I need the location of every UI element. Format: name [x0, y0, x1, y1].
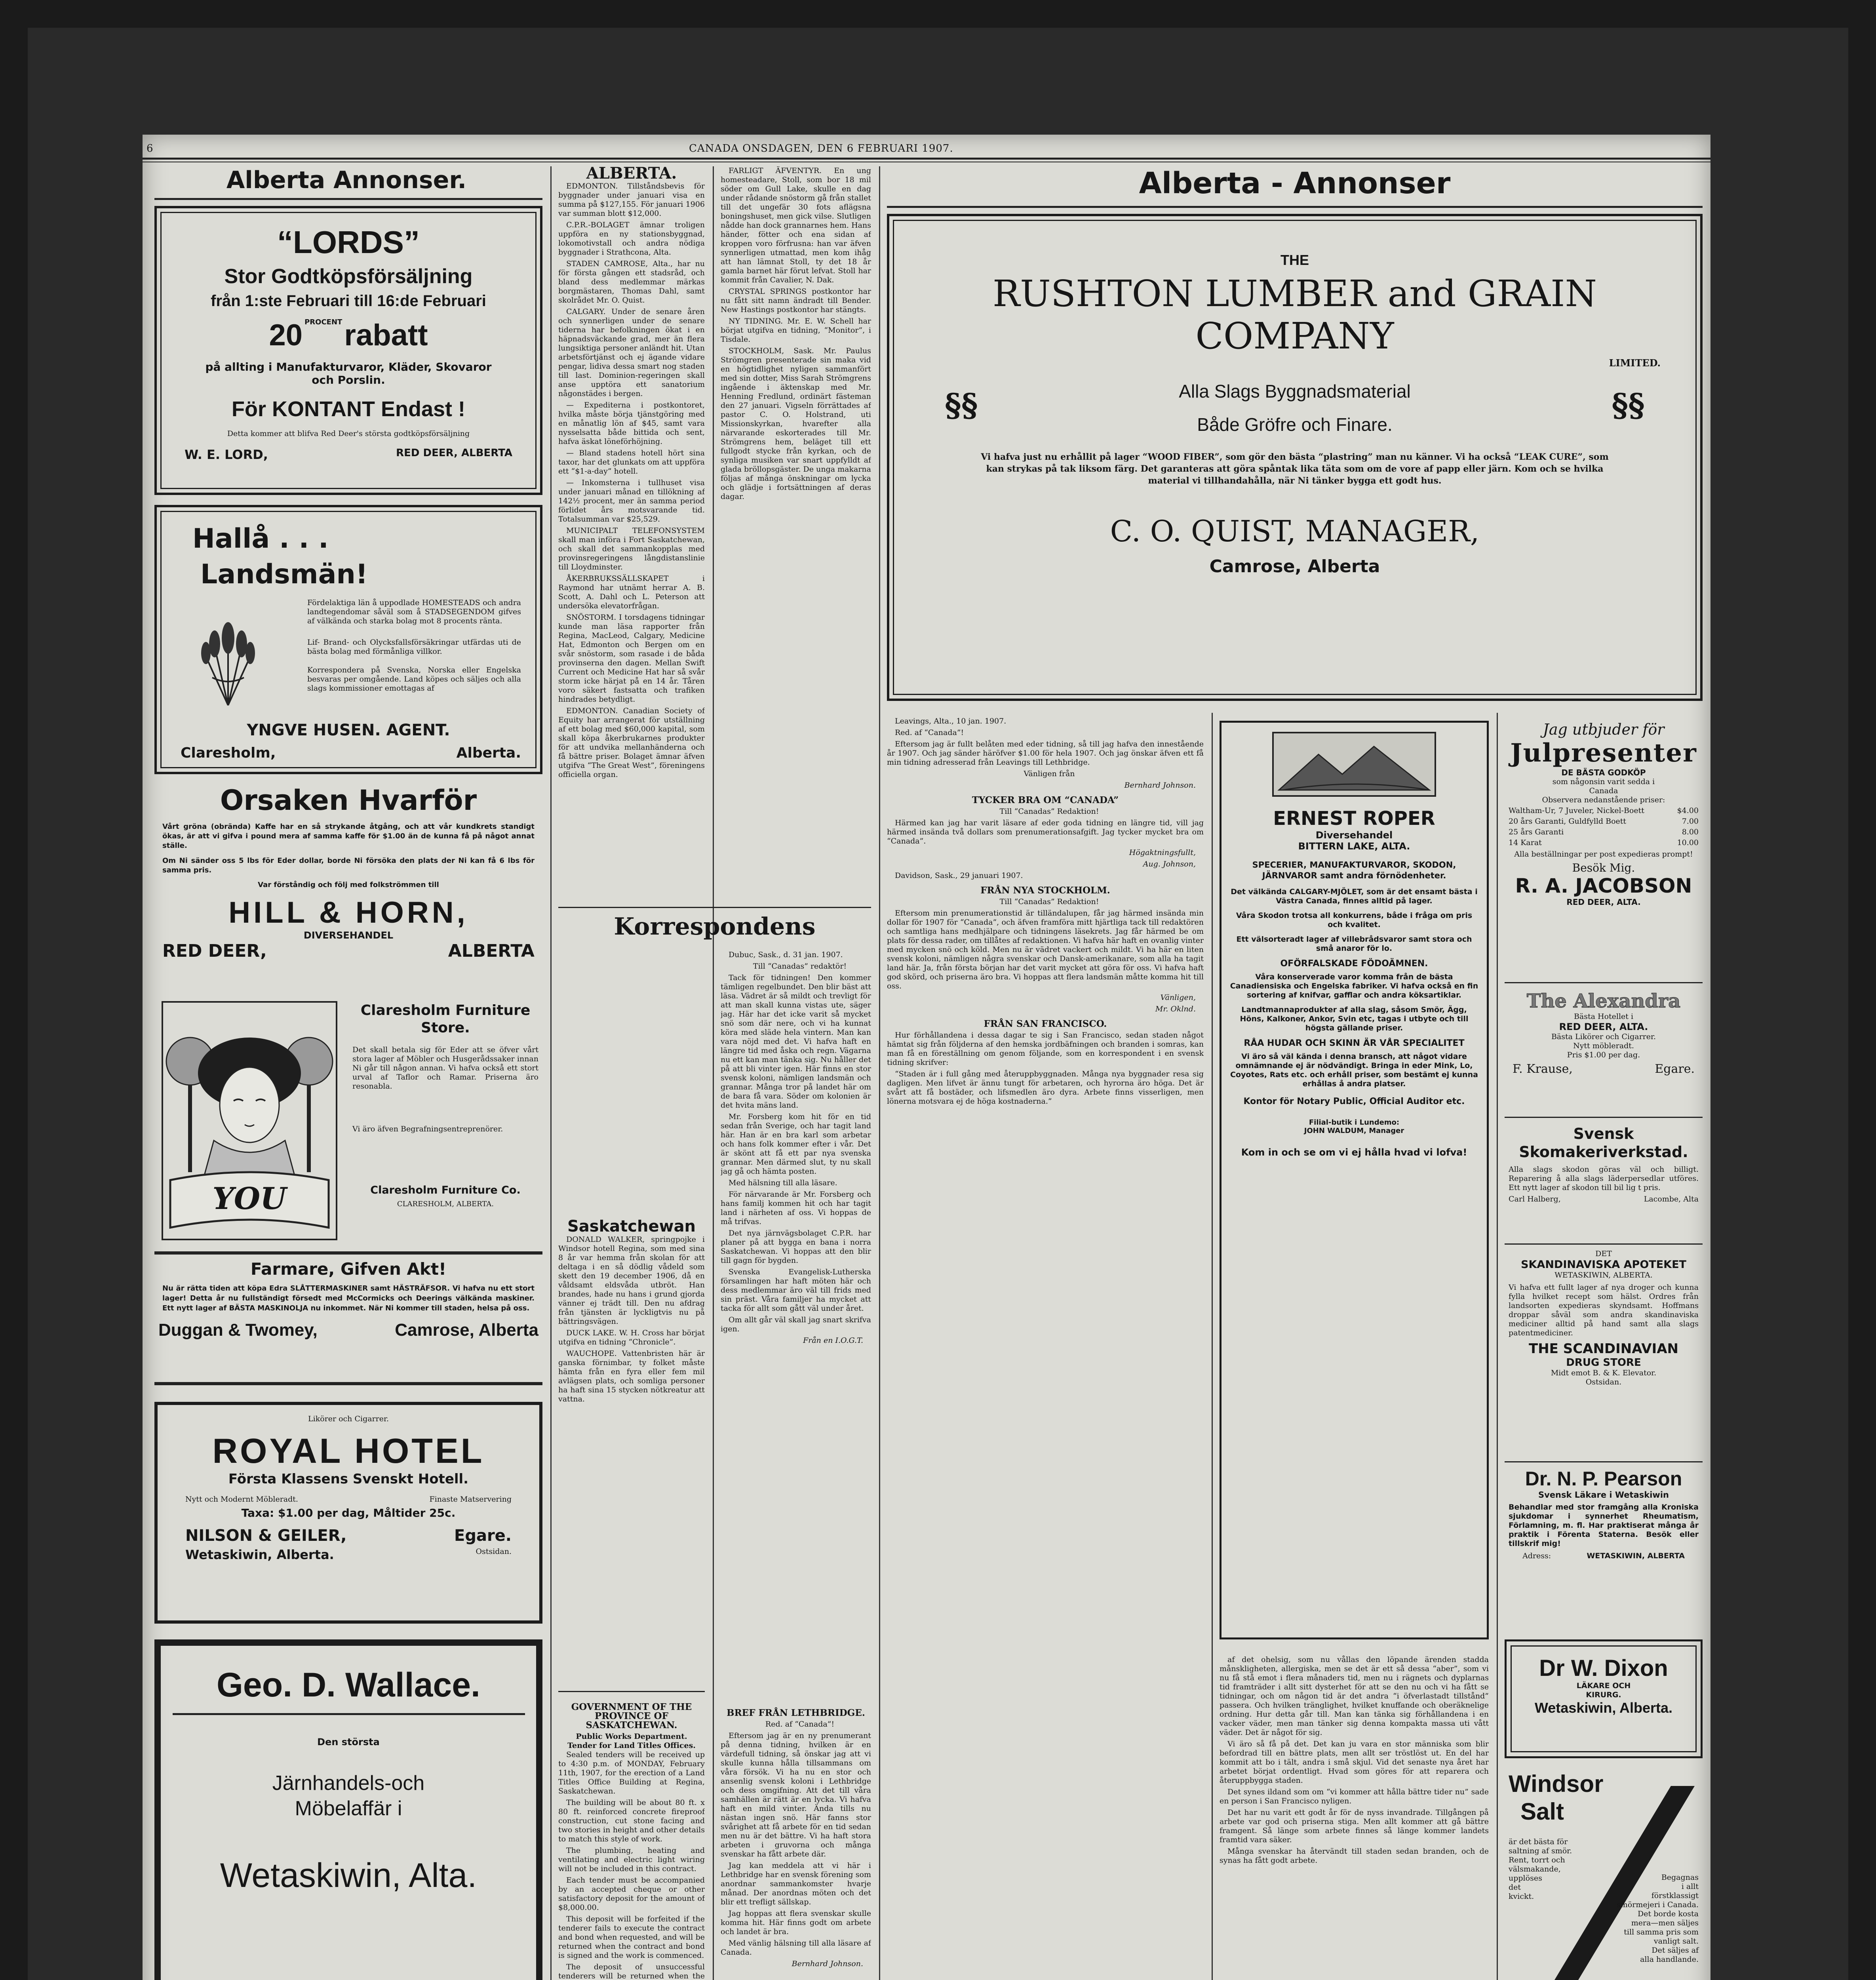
duggan-name: Duggan & Twomey,	[158, 1320, 318, 1340]
letter-paragraph: Aug. Johnson,	[1143, 860, 1196, 868]
windsor-line: i allt	[1681, 1882, 1699, 1891]
dixon-name: Dr W. Dixon	[1539, 1655, 1668, 1681]
roper-body-1: Det välkända CALGARY-MJÖLET, som är det ensamt bästa i Västra Canada, finnes alltid på lager.	[1231, 887, 1478, 905]
roper-place: BITTERN LAKE, ALTA.	[1298, 841, 1410, 852]
wallace-ad	[154, 1639, 542, 1980]
news-paragraph: CRYSTAL SPRINGS postkontor har nu fått sitt namn ändradt till Bender. New Hastings postkontor har stängts.	[721, 287, 871, 314]
roper-footer: Kom in och se om vi ej hålla hvad vi lofva!	[1241, 1147, 1467, 1158]
newspaper-page	[143, 135, 1710, 1980]
rushton-the: THE	[1280, 252, 1309, 268]
roper-body-4: Våra konserverade varor komma från de bästa Canadiensiska och Engelska fabriker. Vi hafva också en fin sortering af knifvar, gafflar och andra köksartiklar.	[1230, 973, 1478, 1000]
pearson-sub: Svensk Läkare i Wetaskiwin	[1538, 1490, 1669, 1500]
ornament-left-icon: §§	[945, 386, 978, 424]
news-paragraph: Red. af “Canada”!	[895, 728, 964, 737]
royal-hotel-sub: Första Klassens Svenskt Hotell.	[228, 1471, 469, 1487]
letter-paragraph: Till “Canadas” Redaktion!	[999, 807, 1099, 816]
furniture-ad	[154, 998, 542, 1243]
windsor-line: mera—men säljes	[1631, 1919, 1699, 1927]
lords-place: RED DEER, ALBERTA	[396, 447, 512, 459]
windsor-line: kvickt.	[1509, 1892, 1534, 1901]
tender-paragraph: This deposit will be forfeited if the tenderer fails to execute the contract and bond when requested, and will be returned when the contract and bond is signed and the work is commenced.	[558, 1915, 705, 1960]
alexandra-line-5: Pris $1.00 per dag.	[1567, 1051, 1640, 1059]
lords-subtitle: Stor Godtköpsförsäljning	[224, 265, 473, 288]
lords-dates: från 1:ste Februari till 16:de Februari	[211, 292, 486, 310]
furniture-you-text: YOU	[212, 1181, 287, 1216]
windsor-line: saltning af smör.	[1509, 1847, 1572, 1855]
tender-heading-1: GOVERNMENT OF THE PROVINCE OF SASKATCHEWAN.	[571, 1702, 692, 1731]
alexandra-name: The Alexandra	[1526, 990, 1681, 1012]
news-paragraph: Eftersom jag är fullt belåten med eder tidning, så till jag hafva den innestående år 1907. Och jag sänder häröfver $1.00 för hela 1907. Och jag önskar äfven ett få min tidning adresserad från Leavings till Lethbridge.	[887, 740, 1204, 767]
husen-title-1: Hallå . . .	[192, 523, 329, 554]
alberta-annonser-heading-right: Alberta - Annonser	[1139, 166, 1451, 200]
rushton-limited: LIMITED.	[1609, 357, 1661, 369]
husen-body-2: Lif- Brand- och Olycksfallsförsäkringar utfärdas uti de bästa bolag med förmånliga villkor.	[307, 638, 521, 656]
wheat-sheaf-icon	[188, 606, 268, 709]
roper-name: ERNEST ROPER	[1273, 807, 1435, 830]
jacobson-name: R. A. JACOBSON	[1515, 874, 1692, 897]
price-value: 7.00	[1682, 817, 1699, 826]
news-paragraph: CALGARY. Under de senare åren och synnerligen under de senare tiderna har befolkningen ökat i en häpnadsväckande grad, mer än flera lungsiktiga personer anländt hit. Utan arbetsförtjänst och ej ägande vidare pengar, lidiva dessa smart nog staden till last. Dominion-regeringen skall anse upptöra ett sanatorium någonstädes i bergen.	[558, 307, 705, 398]
letter-lethbridge-heading: BREF FRÅN LETHBRIDGE.	[727, 1708, 865, 1718]
rushton-tagline-1: Alla Slags Byggnadsmaterial	[1179, 381, 1411, 402]
husen-body-3: Korrespondera på Svenska, Norska eller Engelska besvaras per omgående. Land köpes och säljes och alla slags kommissioner emottagas af	[307, 666, 521, 693]
jacobson-line-7: Alla beställningar per post expedieras prompt!	[1514, 850, 1693, 859]
jacobson-line-2: Julpresenter	[1510, 738, 1697, 768]
hill-horn-ad	[154, 784, 542, 990]
svensk-sko-name: Carl Halberg,	[1509, 1195, 1561, 1203]
lords-ad	[154, 206, 542, 495]
tender-paragraph: The building will be about 80 ft. x 80 ft. reinforced concrete fireproof construction, cut stone facing and two stories in height and other details to match this style of work.	[558, 1798, 705, 1843]
news-paragraph: EDMONTON. Tillståndsbevis för byggnader under januari visa en summa på $127,155. För januari 1906 var summan blott $12,000.	[558, 182, 705, 218]
letter-paragraph: Tack för tidningen! Den kommer tämligen regelbundet. Den blir bäst att läsa. Vädret är så mildt och trevligt för att man skall kunna vistas ute, säger jag. Här har det icke varit så mycket snö som där nere, och vi ha kunnat köra med släde hela vintern. Man kan vara nöjd med det. Vi hafva haft en längre tid med åska och regn. Vägarna nu ett kan man tänka sig. Nu håller det på att bli vinter igen. Här finns en stor svensk koloni, nämligen landsmän och grannar. Många tror på landet här om de bara få vara. Söder om kolonien är det hvita mäns land.	[721, 973, 871, 1110]
hill-horn-title: Orsaken Hvarför	[220, 784, 477, 817]
korrespondens-heading: Korrespondens	[614, 913, 816, 940]
news-paragraph: af det ohelsig, som nu vållas den löpande ärenden stadda månskligheten, allergiska, men se det är ett så dessa “aber”, som vi nu få stå emot i flera månaders tid, men nu i rägnets och dyplarnas tid framträder i allt sitt dysterhet för att se den nu och vi ha fått se tidningar, och om någon tid är det andra “i öfverlastadt tillstånd” passera. Och hvilken tränglighet, hvilket knuffande och oberäknelige ordning. Hur detta går till. Man kan tänka sig förhållandena i en vacker väder, men man tänker sig denna kompakta massa uti vått väder. Det är något för sig.	[1220, 1655, 1489, 1737]
svensk-sko-ad	[1505, 1125, 1703, 1206]
tender-notice	[558, 1697, 705, 1980]
hill-horn-body-3: Var förståndig och följ med folkströmmen till	[258, 881, 439, 889]
royal-hotel-line-1: Nytt och Modernt Möbleradt.	[185, 1495, 298, 1504]
rushton-place: Camrose, Alberta	[1209, 556, 1380, 577]
duggan-body: Nu är rätta tiden att köpa Edra SLÅTTERMASKINER samt HÄSTRÄFSOR. Vi hafva nu ett stort lager! Detta år nu fullständigt försedt med McCormicks och Deerings välkända maskiner. Ett nytt lager af BÄSTA MASKINOLJA nu inkommet. När Ni kommer till staden, helsa på oss.	[162, 1284, 535, 1312]
pearson-address: WETASKIWIN, ALBERTA	[1587, 1552, 1685, 1560]
news-paragraph: Vi äro så få på det. Det kan ju vara en stor människa som blir befordrad till en bättre plats, men allt ser tröstlöst ut. En del har kommit att bo i tält, andra i små skjul. Vid det senaste nya året har arbetet börjat ordentligt. Hvad som göres för att reparera och återuppbygga staden.	[1220, 1740, 1489, 1785]
news-paragraph: Leavings, Alta., 10 jan. 1907.	[895, 717, 1006, 725]
saskatchewan-news-column	[558, 1220, 705, 1687]
apoteket-line-3: WETASKIWIN, ALBERTA.	[1554, 1271, 1653, 1279]
windsor-line: är det bästa för	[1509, 1837, 1568, 1846]
roper-branch-manager: JOHN WALDUM, Manager	[1304, 1127, 1404, 1135]
letter-dubuc	[721, 950, 871, 1695]
apoteket-line-2: SKANDINAVISKA APOTEKET	[1521, 1258, 1686, 1271]
letter-paragraph: Till “Canadas” Redaktion!	[999, 897, 1099, 906]
letter-paragraph: Högaktningsfullt,	[1129, 848, 1196, 857]
letter-paragraph: Det nya järnvägsbolaget C.P.R. har planer på att bygga en bana i norra Saskatchewan. Vi hoppas att den blir till gagn för bygden.	[721, 1229, 871, 1265]
jacobson-line-6: Observera nedanstående priser:	[1542, 796, 1665, 804]
letter-paragraph: Med hälsning till alla läsare.	[729, 1178, 837, 1187]
news-paragraph: Många svenskar ha återvändt till staden sedan branden, och de synas ha fått godt arbete.	[1220, 1847, 1489, 1865]
windsor-line: Det borde kosta	[1638, 1910, 1699, 1918]
duggan-rule-top	[154, 1251, 542, 1255]
roper-branch: Filial-butik i Lundemo:	[1309, 1118, 1400, 1127]
alexandra-line-1: Bästa Hotellet i	[1573, 1012, 1634, 1021]
news-paragraph: FARLIGT ÄFVENTYR. En ung homesteadare, Stoll, som bor 18 mil söder om Gull Lake, skulle en dag under rådande snöstorm gå från stallet till det ungefär 30 fots aflägsna boningshuset, men gick vilse. Slutligen nådde han dock grannarnes hem. Hans händer, fötter och ena sidan af kroppen voro förfrusna: han var äfven synnerligen utmattad, men kom ihåg att han lämnat Stoll, ty det 18 år gamla barnet här förut lefvat. Stoll har kommit från Cavalier, N. Dak.	[721, 166, 871, 284]
dixon-sub-1: LÄKARE OCH	[1576, 1681, 1631, 1690]
windsor-line: det	[1509, 1883, 1521, 1892]
windsor-line: välsmakande,	[1509, 1865, 1561, 1873]
letter-lethbridge	[721, 1703, 871, 1980]
windsor-line: Rent, torrt och	[1509, 1856, 1565, 1864]
san-francisco-heading: FRÅN SAN FRANCISCO.	[984, 1019, 1107, 1029]
royal-hotel-rate: Taxa: $1.00 per dag, Måltider 25c.	[241, 1506, 456, 1519]
tender-paragraph: Each tender must be accompanied by an accepted cheque or other satisfactory deposit for the amount of $8,000.00.	[558, 1876, 705, 1912]
roper-body-2: Våra Skodon trotsa all konkurrens, både i fråga om pris och kvalitet.	[1236, 911, 1473, 929]
husen-agent: YNGVE HUSEN. AGENT.	[247, 721, 450, 739]
price-label: 14 Karat	[1509, 838, 1542, 847]
jacobson-line-1: Jag utbjuder för	[1543, 721, 1665, 738]
news-paragraph: DONALD WALKER, springpojke i Windsor hotell Regina, som med sina 8 år var hemma från skolan för att deltaga i en så dödlig vådeld som skett den 19 december 1906, då en våldsamt eldsvåda utbröt. Han brandes, hade nu hans i grund gjorda vänner ej trädt till. Den nu afdrag från tjänsten är lyckligtvis nu på bättringsvägen.	[558, 1235, 705, 1326]
heading-rule-right	[887, 206, 1703, 208]
royal-hotel-town: Wetaskiwin, Alberta.	[185, 1547, 334, 1562]
roper-ad	[1220, 721, 1489, 1639]
news-paragraph: — Bland stadens hotell hört sina taxor, har det glunkats om att uppföra ett “$1-a-day” hotell.	[558, 449, 705, 476]
news-column-4	[1220, 1655, 1489, 1980]
windsor-title-2: Salt	[1520, 1798, 1564, 1825]
windsor-right-text	[1600, 1873, 1699, 1964]
furniture-body-2: Vi äro äfven Begrafningsentreprenörer.	[352, 1125, 503, 1133]
price-label: Waltham-Ur, 7 Juveler, Nickel-Boett	[1509, 806, 1644, 815]
royal-hotel-role: Egare.	[454, 1527, 512, 1545]
roper-items: SPECERIER, MANUFAKTURVAROR, SKODON, JÄRNVAROR samt andra förnödenheter.	[1252, 860, 1456, 880]
wallace-line-3: Möbelaffär i	[295, 1797, 402, 1820]
windsor-line: Det säljes af	[1651, 1946, 1699, 1955]
windsor-line: vanligt salt.	[1653, 1937, 1699, 1946]
pearson-name: Dr. N. P. Pearson	[1525, 1468, 1682, 1490]
tender-rule	[558, 1691, 705, 1692]
news-paragraph: Bernhard Johnson.	[1124, 781, 1196, 790]
roper-body-7: Kontor för Notary Public, Official Auditor etc.	[1243, 1097, 1465, 1106]
letter-paragraph: Eftersom min prenumerationstid är tilländalupen, får jag härmed insända min dollar för 1907 för “Canada”, och äfven framföra mitt hjärtliga tack till redaktören och samtliga hans medhjälpare och tidningens läsekrets. Jag får härmed be om plats för dessa rader, om tillåtes af redaktionen. Vi hafva här haft en ovanlig vinter med mycken snö och köld. Men nu är vädret vackert och mildt. Vi ha här en liten svensk koloni, nämligen några svenskar och Dansk-amerikanare, som alla ha tagit land här. Ja, från första början har det varit mycket att göra för oss. Vi hafva haft god skörd, och priserna äro bra. Vi hoppas att flera landsmän måtte komma hit till oss.	[887, 909, 1204, 990]
news-paragraph: — Inkomsterna i tullhuset visa under januari månad en tillökning af 142½ procent, mer än samma period förlidet års motsvarande tid. Totalsumman var $25,529.	[558, 478, 705, 524]
windsor-line: upplöses	[1509, 1874, 1542, 1883]
wallace-line-1: Den största	[317, 1736, 380, 1748]
price-row	[1509, 806, 1699, 815]
column-separator	[1212, 713, 1213, 1980]
apoteket-ad	[1505, 1249, 1703, 1387]
price-row	[1509, 838, 1699, 847]
column-separator	[550, 166, 552, 1980]
wallace-name: Geo. D. Wallace.	[217, 1666, 480, 1704]
husen-town: Claresholm,	[181, 745, 276, 761]
lords-discount	[157, 318, 540, 352]
jacobson-ad	[1505, 721, 1703, 907]
landscape-illustration	[1271, 731, 1437, 798]
apoteket-body: Vi hafva ett fullt lager af nya droger och kunna fylla hvilket recept som hälst. Ordres från landsorten expedieras skyndsamt. Hoffmans droppar såväl som andra skandinaviska mediciner alltid på hand samt alla slags patentmediciner.	[1509, 1283, 1699, 1337]
column-separator	[713, 166, 714, 1980]
svensk-sko-place: Lacombe, Alta	[1644, 1195, 1699, 1203]
news-column-3	[887, 717, 1204, 1980]
windsor-line: alla handlande.	[1640, 1955, 1699, 1964]
jacobson-line-5: Canada	[1589, 786, 1618, 795]
rushton-tagline-2: Både Gröfre och Finare.	[1197, 414, 1393, 435]
husen-title-2: Landsmän!	[200, 559, 368, 590]
roper-heading-2: RÅA HUDAR OCH SKINN ÄR VÅR SPECIALITET	[1244, 1038, 1465, 1048]
tender-heading-2: Public Works Department.	[576, 1732, 687, 1741]
heading-rule	[154, 198, 542, 200]
tender-paragraph: The plumbing, heating and ventilating and electric light wiring will not be included in this contract.	[558, 1846, 705, 1873]
furniture-place: CLARESHOLM, ALBERTA.	[397, 1200, 494, 1208]
news-paragraph: STADEN CAMROSE, Alta., har nu för första gången ett stadsråd, och bland dess medlemmar märkas borgmästaren, Thomas Dahl, samt skolrådet Mr. O. Quist.	[558, 259, 705, 305]
royal-hotel-line-2: Finaste Matservering	[429, 1495, 512, 1504]
hill-horn-province: ALBERTA	[448, 941, 535, 961]
apoteket-line-1: DET	[1595, 1249, 1612, 1258]
price-value: 8.00	[1682, 828, 1699, 836]
letter-signature: Från en I.O.G.T.	[803, 1336, 863, 1345]
pearson-address-label: Adress:	[1522, 1552, 1551, 1560]
tender-paragraph: The deposit of unsuccessful tenderers will be returned when the	[558, 1963, 705, 1980]
windsor-title-1: Windsor	[1509, 1771, 1604, 1797]
alberta-news-heading: ALBERTA.	[586, 166, 677, 183]
ad-divider	[1505, 1117, 1703, 1118]
jacobson-line-8: Besök Mig.	[1572, 861, 1635, 874]
news-paragraph: Hur förhållandena i dessa dagar te sig i San Francisco, sedan staden något hämtat sig från följderna af den hemska jordbäfningen och branden i somras, kan man få en föreställning om genom följande, som en korrespondent i en svensk tidning skrifver:	[887, 1031, 1204, 1067]
roper-body-3: Ett välsorteradt lager af villebrådsvaror samt stora och små anaror för lo.	[1236, 935, 1472, 953]
lords-discount-number: 20	[269, 318, 303, 352]
ad-divider	[1505, 982, 1703, 983]
duggan-ad	[154, 1259, 542, 1378]
letter-paragraph: Om allt går väl skall jag snart skrifva igen.	[721, 1316, 871, 1333]
saskatchewan-heading: Saskatchewan	[567, 1220, 696, 1236]
dixon-ad	[1505, 1639, 1703, 1758]
news-paragraph: ÅKERBRUKSSÄLLSKAPET i Raymond har utnämt herrar A. B. Scott, A. Dahl och L. Peterson att undersöka elevatorfrågan.	[558, 574, 705, 610]
alberta-news-column	[558, 166, 705, 1212]
letter-paragraph: Härmed kan jag har varit läsare af eder goda tidning en längre tid, vill jag härmed insända två dollars som prenumerationsafgift. Jag tycker mycket bra om “Canada”.	[887, 819, 1204, 845]
roper-body-5: Landtmannaprodukter af alla slag, såsom Smör, Ägg, Höns, Kalkoner, Ankor, Svin etc, tagas i utbyte och till högsta gällande priser.	[1240, 1005, 1469, 1032]
alexandra-role: Egare.	[1655, 1062, 1695, 1076]
ad-divider	[1505, 1461, 1703, 1462]
wallace-line-2: Järnhandels-och	[272, 1772, 425, 1795]
masthead: CANADA ONSDAGEN, DEN 6 FEBRUARI 1907.	[689, 143, 953, 154]
svensk-sko-body: Alla slags skodon göras väl och billigt. Reparering å alla slags läderpersedlar utföres. Ett nytt lager af skodon till bil lig t pris.	[1509, 1165, 1699, 1192]
price-value: $4.00	[1677, 806, 1699, 815]
letter-paragraph: För närvarande är Mr. Forsberg och hans familj kommen hit och har tagit land i närheten af oss. Vi hoppas de må trifvas.	[721, 1190, 871, 1226]
alberta-annonser-heading: Alberta Annonser.	[226, 166, 467, 194]
news-paragraph: C.P.R.-BOLAGET ämnar troligen uppföra en ny stationsbyggnad, lokomotivstall och andra nödiga byggnader i Strathcona, Alta.	[558, 221, 705, 257]
price-label: 25 års Garanti	[1509, 828, 1564, 836]
letter-paragraph: Mr. Oklnd.	[1155, 1005, 1196, 1013]
wallace-town: Wetaskiwin, Alta.	[220, 1856, 477, 1894]
pearson-body: Behandlar med stor framgång alla Kroniska sjukdomar i synnerhet Rheumatism, Förlamning, m. fl. Har praktiserat många år praktik i Förenta Staterna. Besök eller tillskrif mig!	[1509, 1503, 1699, 1548]
price-row	[1509, 817, 1699, 826]
news-paragraph: Vänligen från	[1024, 769, 1075, 778]
furniture-company: Claresholm Furniture Co.	[370, 1184, 521, 1196]
ornament-right-icon: §§	[1612, 386, 1645, 424]
korrespondens-rule	[558, 907, 871, 908]
rushton-body: Vi hafva just nu erhållit på lager “WOOD FIBER”, som gör den bästa “plastring” man nu känner. Vi ha också “LEAK CURE”, som kan strykas på tak liksom färg. Det garanteras att göra spåntak lika täta som om de vore af papp eller järn. Kom och se hvilka material vi tillhandahålla, när Ni tänker bygga ett godt hus.	[981, 452, 1609, 486]
lords-title: “LORDS”	[277, 225, 420, 260]
hill-horn-name: HILL & HORN,	[228, 896, 468, 929]
lords-discount-word: rabatt	[344, 318, 428, 352]
news-paragraph: EDMONTON. Canadian Society of Equity har arrangerat för utställning af ett bolag med $60,000 kapital, som skall köpa åkerbrukarnes produkter för att undvika mellanhänderna och få bättre priser. Bolaget ämnar äfven utgifva “The Great West”, föreningens officiella organ.	[558, 706, 705, 779]
royal-hotel-ad	[154, 1402, 542, 1624]
letter-paragraph: Red. af “Canada”!	[765, 1720, 835, 1729]
apoteket-line-7: Ostsidan.	[1585, 1378, 1622, 1386]
price-label: 20 års Garanti, Guldfylld Boett	[1509, 817, 1627, 826]
furniture-title: Claresholm Furniture Store.	[360, 1002, 531, 1036]
lords-items: på allting i Manufakturvaror, Kläder, Skovaror och Porslin.	[205, 360, 492, 386]
tycker-heading: TYCKER BRA OM “CANADA”	[972, 795, 1119, 805]
hill-horn-body: Vårt gröna (obrända) Kaffe har en så strykande åtgång, och att vår kundkrets standigt ökas, är att vi gifva i pound mera af samma kaffe för $1.00 än de kunna få på något annat ställe.	[162, 822, 535, 850]
duggan-rule-bottom	[154, 1382, 542, 1385]
windsor-line: smörmejeri i Canada.	[1617, 1900, 1699, 1909]
ad-divider	[1505, 1243, 1703, 1245]
alexandra-line-3: Bästa Likörer och Cigarrer.	[1551, 1032, 1656, 1041]
roper-body-6: Vi äro så väl kända i denna bransch, att något vidare omnämnande ej är nödvändigt. Bringa in eder Mink, Lo, Coyotes, Rats etc. och erhåll priser, som bestämt ej kunna erhållas å andra platser.	[1230, 1052, 1478, 1088]
apoteket-line-5: DRUG STORE	[1566, 1357, 1641, 1369]
letter-signature: Bernhard Johnson.	[791, 1959, 863, 1968]
column-separator	[879, 166, 880, 1980]
letter-paragraph: Jag kan meddela att vi här i Lethbridge har en svensk förening som anordnar sammankomster hvarje månad. Der anordnas möten och det blir ett trefligt sällskap.	[721, 1861, 871, 1906]
alexandra-line-4: Nytt möbleradt.	[1573, 1041, 1634, 1050]
news-paragraph: MUNICIPALT TELEFONSYSTEM skall man införa i Fort Saskatchewan, och skall det sammankopplas med provinsregeringens långdistanslinie till Lloydminster.	[558, 526, 705, 571]
letter-paragraph: Med vänlig hälsning till alla läsare af Canada.	[721, 1939, 871, 1957]
letter-paragraph: Mr. Forsberg kom hit för en tid sedan från Sverige, och har tagit land här. Han är en bra karl som arbetar och hans folk kommer efter i vår. Det är skönt att få ett par nya svenska grannar. Men därmed slut, ty nu skall jag gå och hämta posten.	[721, 1112, 871, 1176]
news-paragraph: “Staden är i full gång med återuppbyggnaden. Många nya byggnader resa sig dagligen. Men lifvet är ännu tungt för arbetaren, och hyrorna äro höga. Det är svårt att få bostäder, och lifsmedlen äro dyra. Arbete finns visserligen, men lönerna motsvara ej de höga kostnaderna.”	[887, 1070, 1204, 1106]
letter-paragraph: Svenska Evangelisk-Lutherska församlingen har haft möten här och dess medlemmar äro väl till frids med sin präst. Våra familjer ha mycket att tacka för allt som gått väl under året.	[721, 1268, 871, 1313]
news-paragraph: — Expediterna i postkontoret, hvilka måste börja tjänstgöring med en månatlig lön af $45, samt vara nysselsatta både bittida och sent, hafva äskat löneförhöjning.	[558, 401, 705, 446]
duggan-place: Camrose, Alberta	[395, 1320, 538, 1340]
price-value: 10.00	[1677, 838, 1699, 847]
svensk-sko-title: Svensk Skomakeriverkstad.	[1519, 1125, 1688, 1161]
apoteket-line-6: Midt emot B. & K. Elevator.	[1551, 1369, 1657, 1377]
rushton-ad	[887, 214, 1703, 701]
windsor-salt-ad	[1505, 1770, 1703, 1980]
windsor-line: Begagnas	[1661, 1873, 1699, 1882]
lords-cash: För KONTANT Endast !	[232, 397, 465, 421]
hill-horn-town: RED DEER,	[162, 941, 267, 961]
page-number: 6	[147, 143, 154, 154]
windsor-line: till samma pris som	[1624, 1928, 1699, 1936]
nya-stockholm-heading: FRÅN NYA STOCKHOLM.	[980, 885, 1110, 896]
hill-horn-body-2: Om Ni sänder oss 5 lbs för Eder dollar, borde Ni försöka den plats der Ni kan få 6 lbs för samma pris.	[162, 857, 535, 874]
letter-paragraph: Till “Canadas” redaktör!	[753, 962, 847, 971]
lords-note: Detta kommer att blifva Red Deer's största godtköpsförsäljning	[227, 429, 470, 438]
duggan-title: Farmare, Gifven Akt!	[250, 1259, 447, 1279]
tender-heading-3: Tender for Land Titles Offices.	[567, 1741, 696, 1750]
windsor-line: förstklassigt	[1651, 1891, 1699, 1900]
rushton-name: RUSHTON LUMBER and GRAIN COMPANY	[993, 272, 1597, 357]
dixon-town: Wetaskiwin, Alberta.	[1534, 1700, 1673, 1716]
column-separator	[1497, 713, 1498, 1980]
pearson-ad	[1505, 1467, 1703, 1561]
husen-ad	[154, 505, 542, 774]
price-row	[1509, 828, 1699, 837]
letter-paragraph: Dubuc, Sask., d. 31 jan. 1907.	[729, 950, 843, 959]
header-rule	[143, 158, 1710, 160]
lords-discount-procent: PROCENT	[304, 318, 342, 326]
dixon-sub-2: KIRURG.	[1586, 1691, 1621, 1699]
royal-hotel-top: Likörer och Cigarrer.	[308, 1415, 389, 1423]
tender-paragraph: Sealed tenders will be received up to 4:30 p.m. of MONDAY, February 11th, 1907, for the erection of a Land Titles Office Building at Regina, Saskatchewan.	[558, 1750, 705, 1795]
news-paragraph: Det har nu varit ett godt år för de nyss invandrade. Tillgången på arbete var god och priserna stiga. Men allt kommer att gå bättre framgent. Så länge som arbete finnes så länge kommer landets framtid vara säker.	[1220, 1808, 1489, 1844]
rushton-manager: C. O. QUIST, MANAGER,	[1110, 514, 1480, 548]
alexandra-line-2: RED DEER, ALTA.	[1559, 1021, 1648, 1032]
roper-sub: Diversehandel	[1315, 830, 1393, 841]
news-paragraph: NY TIDNING. Mr. E. W. Schell har börjat utgifva en tidning, “Monitor”, i Tisdale.	[721, 317, 871, 344]
husen-province: Alberta.	[456, 745, 521, 761]
alexandra-ad	[1505, 990, 1703, 1078]
letter-paragraph: Vänligen,	[1160, 993, 1196, 1002]
jacobson-place: RED DEER, ALTA.	[1566, 897, 1641, 907]
jacobson-line-4: som någonsin varit sedda i	[1552, 777, 1655, 786]
news-paragraph: STOCKHOLM, Sask. Mr. Paulus Strömgren presenterade sin maka vid en högtidlighet nyligen sammanfört med sin dotter, Miss Sarah Strömgrens ingående i äktenskap med Mr. Henning Fredlund, ordinärt fästeman den 27 januari. Vigseln förrättades af pastor C. O. Holstrand, uti Missionskyrkan, hvarefter alla närvarande eskorterades till Mr. Strömgrens hem, beläget till ett fullgodt stycke från kyrkan, och de synliga musiken var snart uppfylldt af glada bröllopsgäster. De unga makarna följas af många önskningar om lycka och glädje i fortsättningen af deras dagar.	[721, 346, 871, 501]
news-paragraph: SNÖSTORM. I torsdagens tidningar kunde man läsa rapporter från Regina, MacLeod, Calgary, Medicine Hat, Edmonton och Bergen om en svår snöstorm, som rasade i de båda provinserna den dagen. Mellan Swift Current och Medicine Hat har så svår storm icke härjat på en 14 år. Tåren voro säkert fastsatta och trafiken hindrades betydligt.	[558, 613, 705, 704]
lords-name: W. E. LORD,	[185, 447, 268, 462]
letter-paragraph: Jag hoppas att flera svenskar skulle komma hit. Här finns godt om arbete och landet är bra.	[721, 1909, 871, 1936]
news-paragraph: WAUCHOPE. Vattenbristen här är ganska förnimbar, ty folket måste hämta från en fyra eller fem mil avlägsen plats, och somliga personer ha haft sina 15 stycken nötkreatur att vattna.	[558, 1349, 705, 1403]
windsor-left-text	[1509, 1837, 1600, 1901]
alexandra-owner: F. Krause,	[1513, 1062, 1573, 1076]
news-paragraph: Det synes ildand som om “vi kommer att hålla bättre tider nu” sade en person i San Francisco nyligen.	[1220, 1788, 1489, 1805]
letter-paragraph: Eftersom jag är en ny prenumerant på denna tidning, hvilken är en värdefull tidning, så önskar jag att vi skulle kunna hålla tillsammans om våra försök. Vi ha nu en stor och ansenlig svensk koloni i Lethbridge och dess omgifning. Att det till våra samhällen är rätt är en lycka. Vi hafva haft en mild vinter. Ända tills nu nästan ingen snö. Här fanns stor svårighet att få arbete för en tid sedan men nu är det bättre. Vi ha haft stora arbeten i gruvorna och många svenskar ha fått arbete där.	[721, 1731, 871, 1858]
jacobson-line-3: DE BÄSTA GODKÖP	[1561, 768, 1646, 777]
wallace-rule	[173, 1713, 525, 1715]
roper-heading-1: OFÖRFALSKADE FÖDOÄMNEN.	[1280, 959, 1428, 969]
news-column-2-top	[721, 166, 871, 903]
royal-hotel-owners: NILSON & GEILER,	[185, 1527, 347, 1545]
hill-horn-sub: DIVERSEHANDEL	[303, 930, 394, 941]
letter-paragraph: Davidson, Sask., 29 januari 1907.	[895, 871, 1023, 880]
furniture-body: Det skall betala sig för Eder att se öfver vårt stora lager af Möbler och Husgerådssaker innan Ni går till någon annan. Vi hafva också ett stort urval af Taflor och Ramar. Priserna äro resonabla.	[352, 1045, 538, 1091]
royal-hotel-title: ROYAL HOTEL	[212, 1431, 485, 1470]
husen-body-1: Fördelaktiga län å uppodlade HOMESTEADS och andra landtegendomar såväl som å STADSEGENDOM gifves af välkända och starka bolag mot 8 procents ränta.	[307, 598, 521, 625]
royal-hotel-side: Ostsidan.	[476, 1547, 512, 1556]
news-paragraph: DUCK LAKE. W. H. Cross har börjat utgifva en tidning “Chronicle”.	[558, 1329, 705, 1346]
apoteket-line-4: THE SCANDINAVIAN	[1529, 1341, 1678, 1357]
